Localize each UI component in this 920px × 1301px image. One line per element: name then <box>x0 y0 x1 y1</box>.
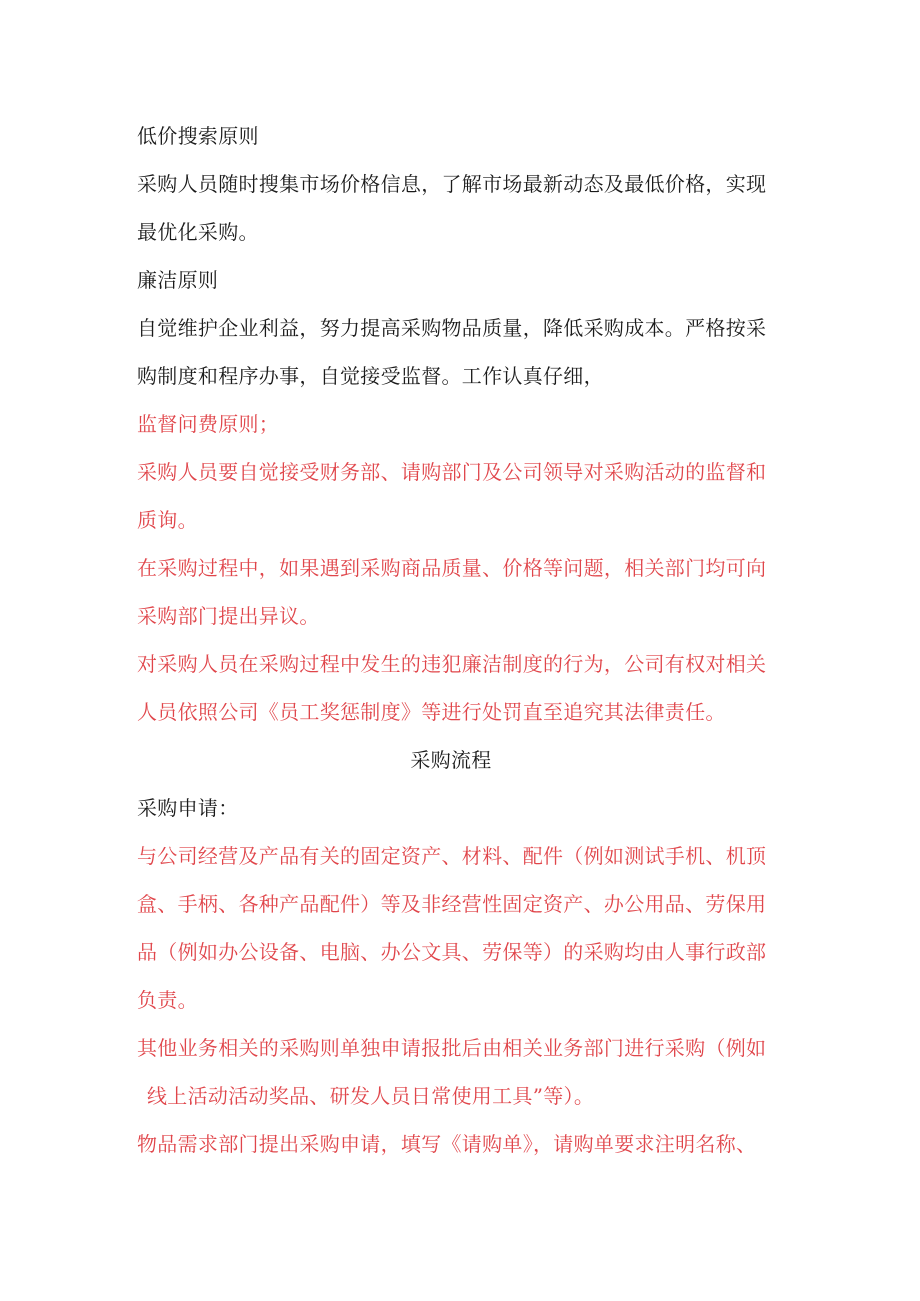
body-line: 自觉维护企业利益，努力提高采购物品质量，降低采购成本。严格按采 <box>137 316 767 340</box>
body-line: 质询。 <box>137 508 198 532</box>
body-line: 采购部门提出异议。 <box>137 604 320 628</box>
heading-integrity: 廉洁原则 <box>137 268 219 292</box>
body-line: 对采购人员在采购过程中发生的违犯廉洁制度的行为，公司有权对相关 <box>137 652 767 676</box>
heading-low-price: 低价搜索原则 <box>137 124 259 148</box>
subheading-purchase-request: 采购申请： <box>137 796 239 820</box>
body-line: 其他业务相关的采购则单独申请报批后由相关业务部门进行采购（例如 <box>137 1036 767 1060</box>
section-title-process: 采购流程 <box>410 748 492 772</box>
body-line: 盒、手柄、各种产品配件）等及非经营性固定资产、办公用品、劳保用 <box>137 892 767 916</box>
body-line: 在采购过程中，如果遇到采购商品质量、价格等问题，相关部门均可向 <box>137 556 767 580</box>
body-line: 人员依照公司《员工奖惩制度》等进行处罚直至追究其法律责任。 <box>137 700 726 724</box>
heading-supervision: 监督问费原则； <box>137 412 280 436</box>
body-line: 采购人员随时搜集市场价格信息，了解市场最新动态及最低价格，实现 <box>137 172 767 196</box>
body-line: 物品需求部门提出采购申请，填写《请购单》，请购单要求注明名称、 <box>137 1132 757 1156</box>
body-line: 品（例如办公设备、电脑、办公文具、劳保等）的采购均由人事行政部 <box>137 940 767 964</box>
body-line: 购制度和程序办事，自觉接受监督。工作认真仔细， <box>137 364 604 388</box>
body-line: 采购人员要自觉接受财务部、请购部门及公司领导对采购活动的监督和 <box>137 460 767 484</box>
document-page <box>137 112 765 1168</box>
body-line: 与公司经营及产品有关的固定资产、材料、配件（例如测试手机、机顶 <box>137 844 767 868</box>
body-line: 负责。 <box>137 988 198 1012</box>
body-line: 最优化采购。 <box>137 220 259 244</box>
body-line: 线上活动活动奖品、研发人员日常使用工具”等）。 <box>147 1084 595 1108</box>
